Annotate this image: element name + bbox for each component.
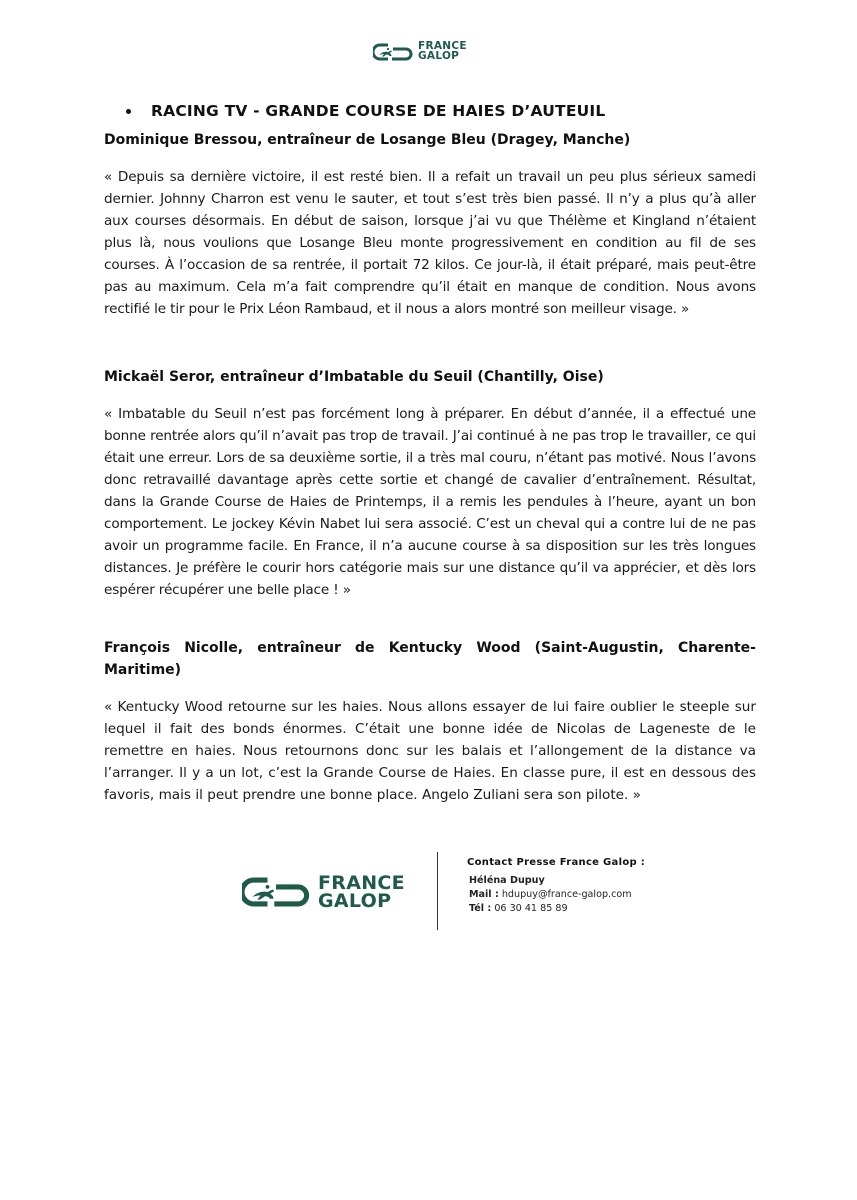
- france-galop-horse-logo-icon: [373, 43, 413, 61]
- contact-mail: [467, 888, 645, 902]
- brand-line-1: FRANCE: [418, 40, 467, 52]
- tel-label: Tél :: [469, 903, 492, 914]
- section-title: [126, 102, 605, 120]
- brand-line-2: GALOP: [418, 49, 460, 62]
- contact-name: Héléna Dupuy: [469, 875, 545, 886]
- press-contact: [467, 857, 645, 916]
- brand-line-2: GALOP: [318, 890, 392, 913]
- brand-wordmark: [318, 872, 405, 913]
- mail-label: Mail :: [469, 889, 499, 900]
- speaker-heading: Mickaël Seror, entraîneur d’Imbatable du Seuil (Chantilly, Oise): [104, 369, 604, 385]
- france-galop-horse-logo-icon: [242, 876, 310, 908]
- interview-quote: « Kentucky Wood retourne sur les haies. Nous allons essayer de lui faire oublier le steeple sur lequel il fait des bonds énormes. C’était une bonne idée de Nicolas de Lageneste de le remettre en haies. Nous retournons donc sur les balais et l’allongement de la distance va l’arranger. Il y a un lot, c’est la Grande Course de Haies. En classe pure, il est en dessous des favoris, mais il peut prendre une bonne place. Angelo Zuliani sera son pilote. »: [104, 699, 756, 803]
- interview-quote: « Depuis sa dernière victoire, il est resté bien. Il a refait un travail un peu plus sérieux samedi dernier. Johnny Charron est venu le sauter, et tout s’est très bien passé. Il n’y a plus qu’à aller aux courses désormais. En début de saison, lorsque j’ai vu que Thélème et Kingland n’étaient plus là, nous voulions que Losange Bleu monte progressivement en condition au fil de ses courses. À l’occasion de sa rentrée, il portait 72 kilos. Ce jour-là, il était préparé, mais peut-être pas au maximum. Cela m’a fait comprendre qu’il était en manque de condition. Nous avons rectifié le tir pour le Prix Léon Rambaud, et il nous a alors montré son meilleur visage. »: [104, 169, 756, 317]
- speaker-heading: François Nicolle, entraîneur de Kentucky Wood (Saint-Augustin, Charente-Maritime): [104, 640, 756, 678]
- contact-title: Contact Presse France Galop :: [467, 857, 646, 868]
- section-title-text: RACING TV - GRANDE COURSE DE HAIES D’AUTEUIL: [151, 102, 606, 120]
- interview-block: [104, 366, 756, 601]
- contact-tel: [467, 902, 645, 916]
- bullet-icon: [126, 109, 131, 114]
- interview-block: [104, 637, 756, 806]
- interview-block: [104, 129, 756, 320]
- footer-divider: [437, 852, 438, 930]
- footer-logo: [242, 872, 405, 913]
- tel-number: 06 30 41 85 89: [494, 903, 568, 914]
- header-logo: [373, 42, 467, 62]
- speaker-heading: Dominique Bressou, entraîneur de Losange Bleu (Dragey, Manche): [104, 132, 631, 148]
- brand-line-1: FRANCE: [318, 872, 405, 894]
- brand-wordmark: [418, 42, 467, 62]
- interview-quote: « Imbatable du Seuil n’est pas forcément long à préparer. En début d’année, il a effectué une bonne rentrée alors qu’il n’avait pas trop de travail. J’ai continué à ne pas trop le travailler, ce qui était une erreur. Lors de sa deuxième sortie, il a très mal couru, n’étant pas motivé. Nous l’avons donc retravaillé davantage après cette sortie et changé de cavalier d’entraînement. Résultat, dans la Grande Course de Haies de Printemps, il a remis les pendules à l’heure, ayant un bon comportement. Le jockey Kévin Nabet lui sera associé. C’est un cheval qui a contre lui de ne pas avoir un programme facile. En France, il n’a aucune course à sa disposition sur les très longues distances. Je préfère le courir hors catégorie mais sur une distance qu’il va apprécier, et dès lors espérer récupérer une belle place ! »: [104, 406, 756, 598]
- mail-link[interactable]: hdupuy@france-galop.com: [501, 889, 632, 900]
